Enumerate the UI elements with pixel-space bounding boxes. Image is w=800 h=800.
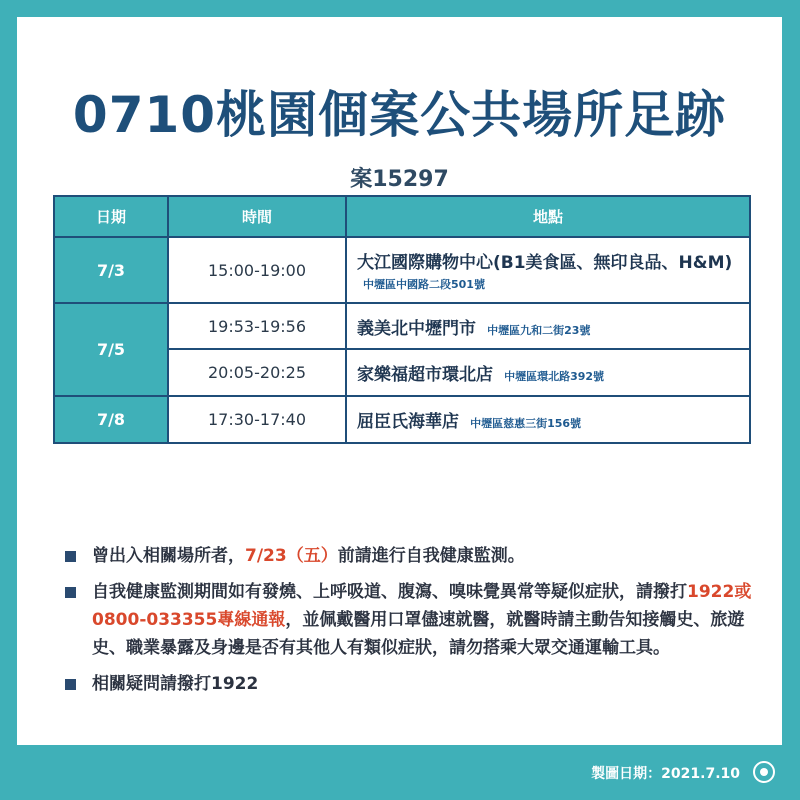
table-row	[54, 396, 750, 443]
place-name: 屈臣氏海華店	[357, 412, 459, 432]
monitoring-deadline: 7/23（五）	[245, 546, 338, 566]
place-cell	[346, 237, 750, 303]
notice-text: ，並佩戴醫用口罩儘速就醫，就醫時請主動告知接觸史、旅遊史、職業暴露及身邊是否有其他人有類似症狀，請勿搭乘大眾交通運輸工具。	[92, 610, 745, 658]
notice-item	[65, 670, 765, 698]
bullet-square-icon	[65, 551, 76, 562]
bullet-square-icon	[65, 587, 76, 598]
notice-text: 自我健康監測期間如有發燒、上呼吸道、腹瀉、嗅味覺異常等疑似症狀，請撥打	[92, 582, 687, 602]
date-cell: 7/3	[54, 237, 168, 303]
notice-list	[65, 542, 765, 706]
notice-text: 相關疑問請撥打1922	[92, 674, 259, 694]
table-row	[54, 237, 750, 303]
place-name: 家樂福超市環北店	[357, 365, 493, 385]
time-cell: 19:53-19:56	[168, 303, 346, 349]
table-row	[54, 303, 750, 349]
page-title: 0710桃園個案公共場所足跡	[72, 86, 727, 144]
place-name: 大江國際購物中心(B1美食區、無印良品、H&M)	[357, 253, 733, 273]
footprint-table	[53, 195, 751, 444]
case-number: 案15297	[350, 167, 449, 192]
header-date: 日期	[54, 196, 168, 237]
notice-item	[65, 578, 765, 662]
notice-text: 曾出入相關場所者，	[92, 546, 245, 566]
header-place: 地點	[346, 196, 750, 237]
time-cell: 20:05-20:25	[168, 349, 346, 396]
time-cell: 15:00-19:00	[168, 237, 346, 303]
bullet-square-icon	[65, 679, 76, 690]
notice-text: 前請進行自我健康監測。	[337, 546, 525, 566]
notice-item	[65, 542, 765, 570]
date-cell: 7/8	[54, 396, 168, 443]
place-address: 中壢區中國路二段501號	[363, 278, 485, 291]
table-header-row	[54, 196, 750, 237]
place-cell	[346, 303, 750, 349]
place-address: 中壢區九和二街23號	[487, 323, 591, 337]
date-cell: 7/5	[54, 303, 168, 396]
place-cell	[346, 396, 750, 443]
header-time: 時間	[168, 196, 346, 237]
place-cell	[346, 349, 750, 396]
place-address: 中壢區環北路392號	[504, 370, 605, 383]
notice-card	[17, 17, 782, 745]
city-seal-icon	[753, 761, 775, 783]
production-date: 製圖日期：2021.7.10	[591, 766, 740, 782]
time-cell: 17:30-17:40	[168, 396, 346, 443]
place-name: 義美北中壢門市	[357, 318, 476, 339]
place-address: 中壢區慈惠三街156號	[470, 417, 582, 430]
hotline-numbers: 1922或0800-033355專線通報	[92, 582, 752, 630]
